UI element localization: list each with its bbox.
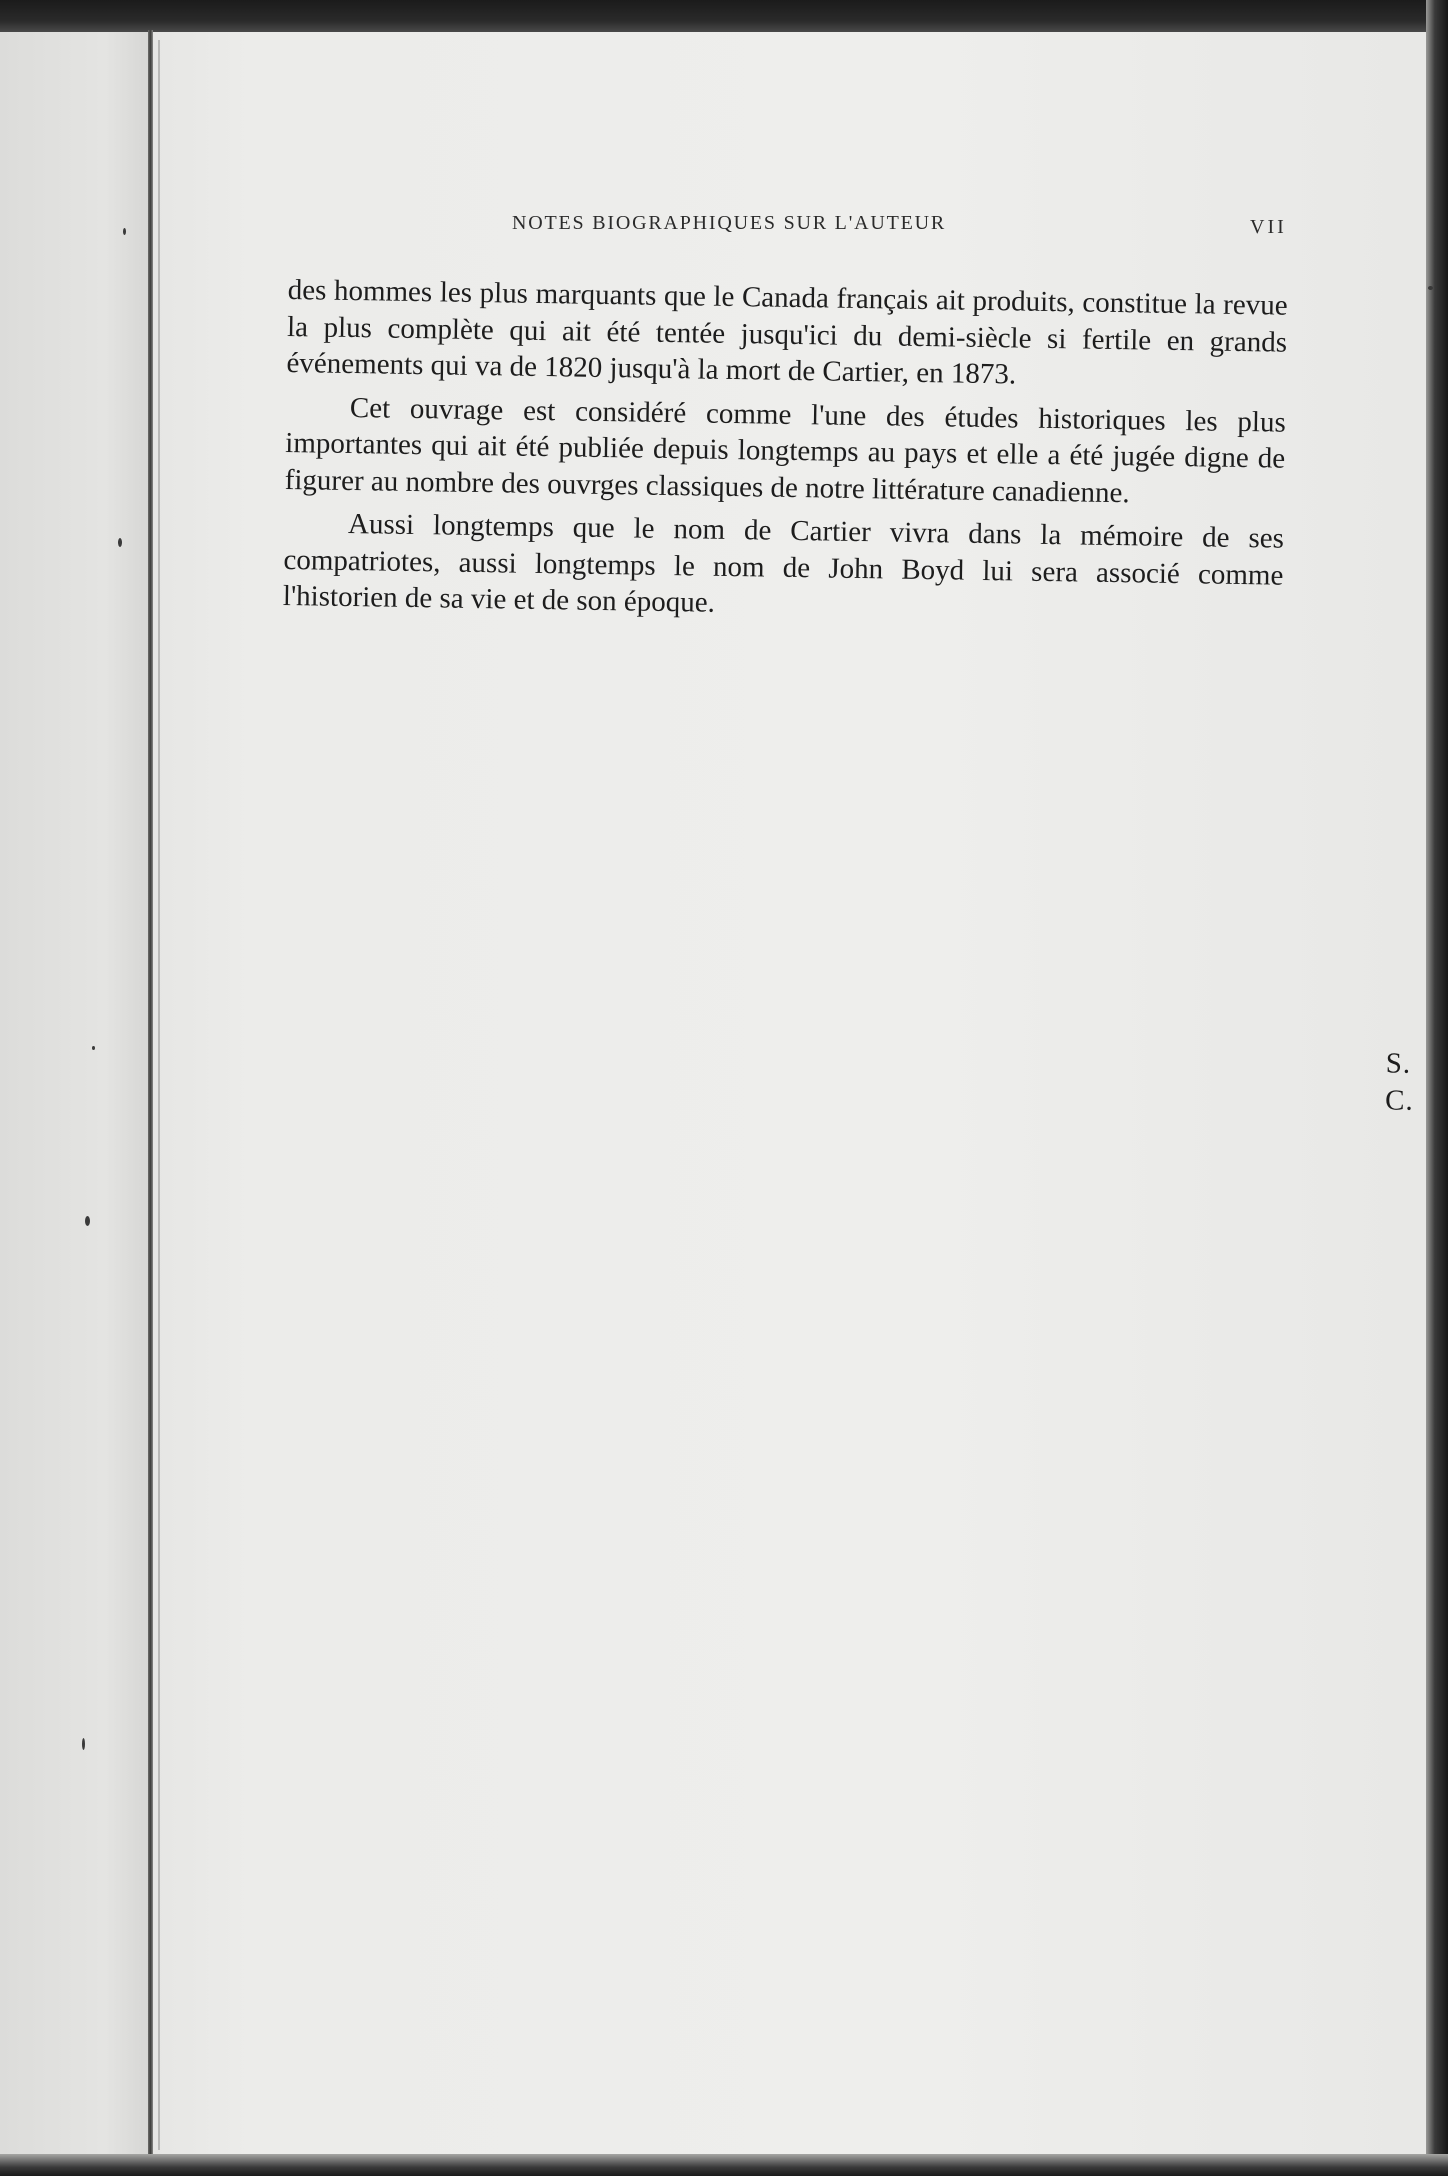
signature-initials: S. C.: [1384, 1047, 1414, 1117]
scan-border-bottom: [0, 2154, 1448, 2176]
gutter-mark: [85, 1216, 90, 1226]
paragraph-1: des hommes les plus marquants que le Canada français ait produits, constitue la revue la plus complète qui ait été tentée jusqu'ici du demi-siècle si fertile en grands événements qui va de 1820 jusqu'à la mort de Cartier, en 1873.: [286, 273, 1288, 391]
gutter-mark: [92, 1046, 95, 1050]
page-mark: [1428, 286, 1433, 290]
page-fold-line: [158, 40, 160, 2150]
page-number: VII: [1250, 216, 1287, 238]
body-text: [282, 272, 1414, 1117]
running-head: [0, 212, 1448, 242]
book-binding-edge: [148, 30, 153, 2160]
paragraph-3: Aussi longtemps que le nom de Cartier vivra dans la mémoire de ses compatriotes, aussi longtemps le nom de John Boyd lui sera associé comme l'historien de sa vie et de son époque.: [282, 507, 1285, 619]
gutter-mark: [82, 1738, 85, 1750]
running-title: NOTES BIOGRAPHIQUES SUR L'AUTEUR: [512, 212, 946, 234]
book-gutter: [0, 32, 150, 2156]
gutter-mark: [118, 538, 122, 547]
paragraph-2: Cet ouvrage est considéré comme l'une des études historiques les plus importantes qui ait été publiée depuis longtemps au pays et elle a été jugée digne de figurer au nombre des ouvrges classiques de notre littérature canadienne.: [284, 391, 1287, 509]
scan-border-right: [1426, 0, 1448, 2176]
